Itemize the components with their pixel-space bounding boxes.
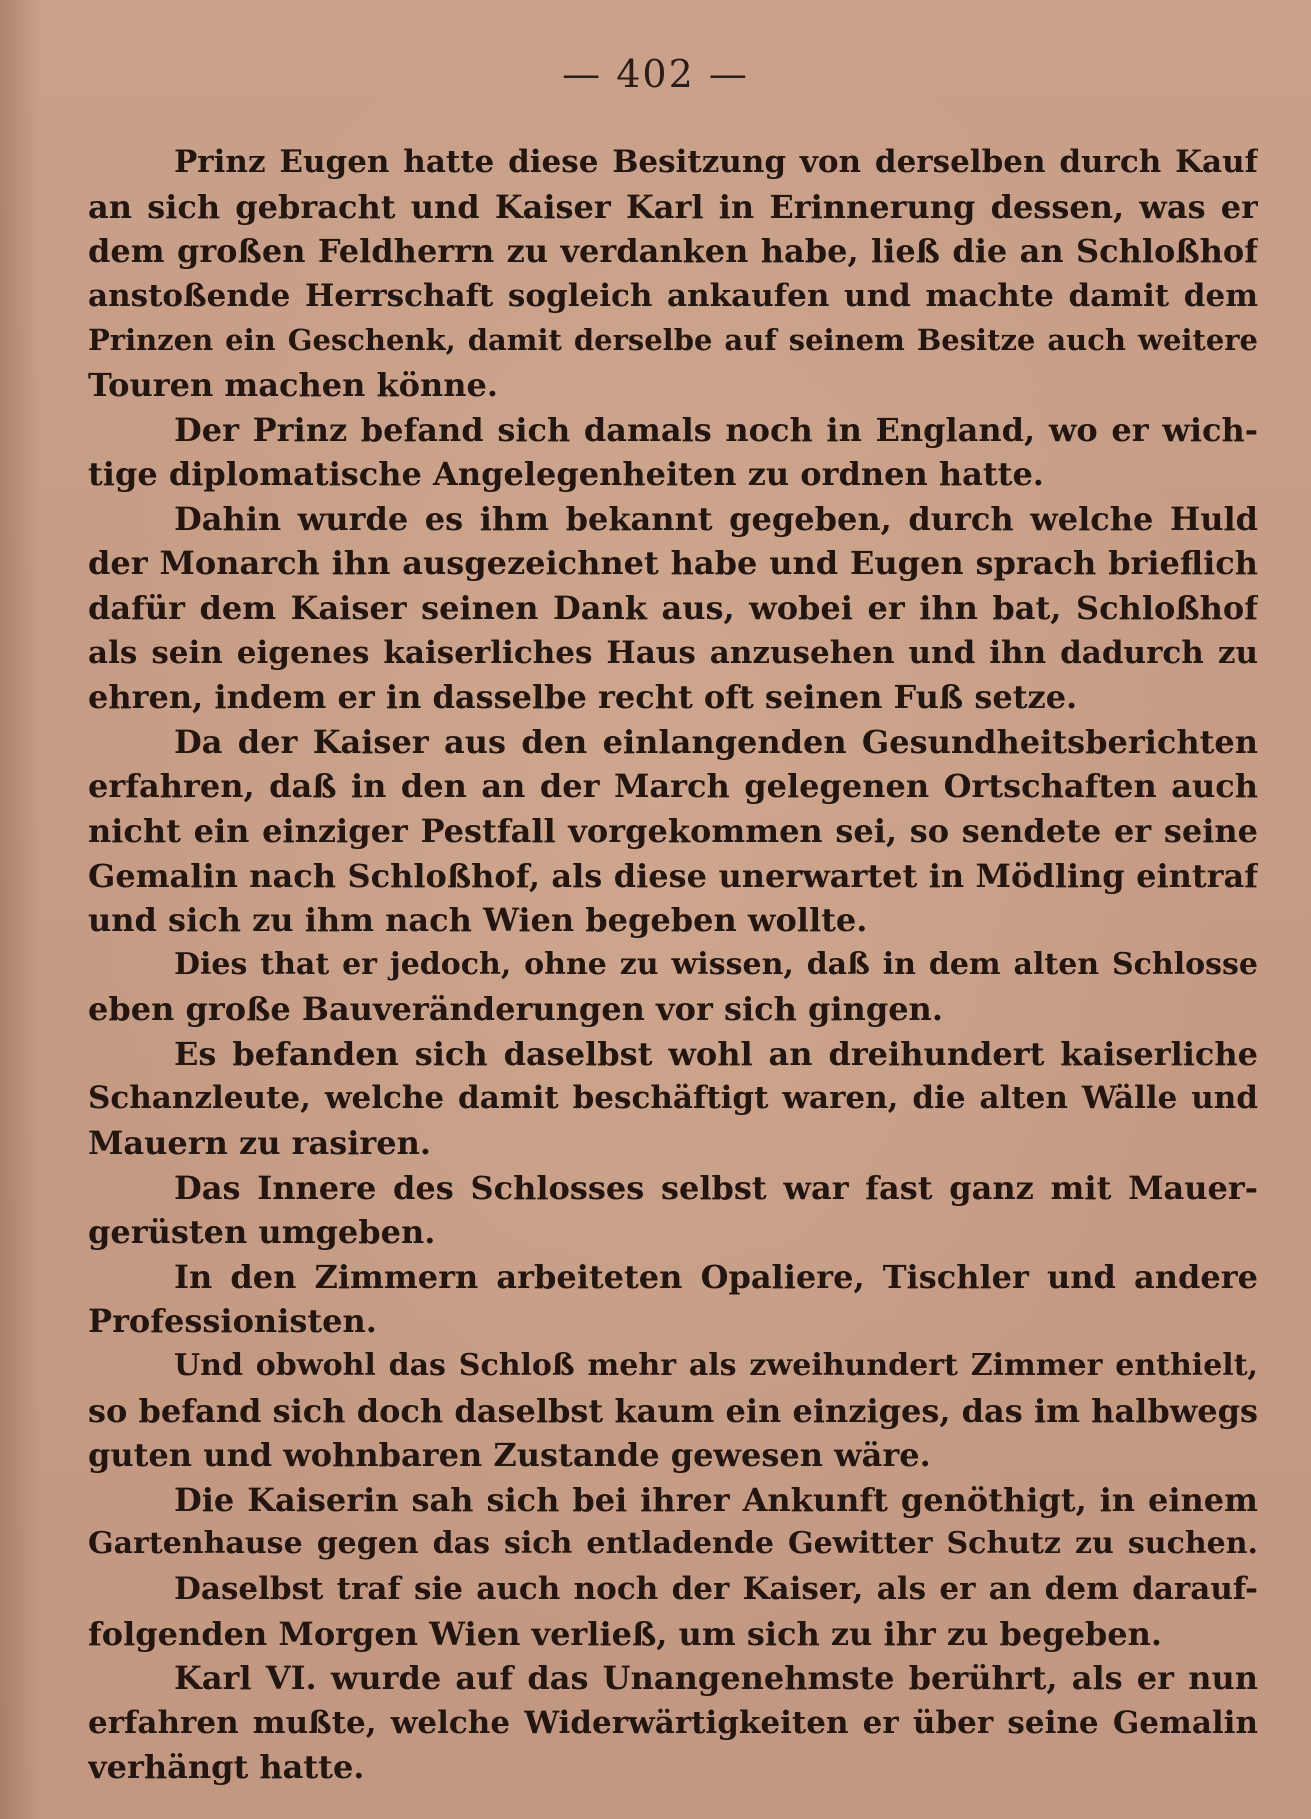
body-text [88,140,1258,1790]
text-line: der Monarch ihn ausgezeichnet habe und Eugen sprach brieflich [88,544,1258,583]
text-line: In den Zimmern arbeiteten Opaliere, Tischler und andere [174,1257,1258,1296]
text-line: Professionisten. [88,1302,377,1341]
text-line: Prinz Eugen hatte diese Besitzung von derselben durch Kauf [174,144,1258,180]
text-line: als sein eigenes kaiserliches Haus anzusehen und ihn dadurch zu [88,634,1258,671]
text-line: dafür dem Kaiser seinen Dank aus, wobei er ihn bat, Schloßhof [88,588,1258,627]
text-line: guten und wohnbaren Zustande gewesen wäre. [88,1436,931,1475]
text-line: ehren, indem er in dasselbe recht oft seinen Fuß setze. [88,678,1078,717]
text-line: Die Kaiserin sah sich bei ihrer Ankunft genöthigt, in einem [174,1480,1258,1519]
text-line: tige diplomatische Angelegenheiten zu ordnen hatte. [88,455,1044,494]
text-line: und sich zu ihm nach Wien begeben wollte. [88,901,868,940]
text-line: erfahren, daß in den an der March gelegenen Ortschaften auch [88,767,1258,806]
spine-shadow [0,0,40,1819]
text-line: eben große Bauveränderungen vor sich gingen. [88,990,943,1029]
text-line: Prinzen ein Geschenk, damit derselbe auf seinem Besitze auch weitere [88,323,1258,358]
text-line: Touren machen könne. [88,365,499,404]
text-line: dem großen Feldherrn zu verdanken habe, ließ die an Schloßhof [88,232,1258,271]
text-line: Der Prinz befand sich damals noch in England, wo er wich- [174,410,1258,449]
page-number: — 402 — [562,52,749,96]
text-line: Gartenhause gegen das sich entladende Gewitter Schutz zu suchen. [88,1526,1258,1562]
text-line: Gemalin nach Schloßhof, als diese unerwartet in Mödling eintraf [88,856,1258,895]
text-line: nicht ein einziger Pestfall vorgekommen sei, so sendete er seine [88,811,1258,850]
text-line: Es befanden sich daselbst wohl an dreihundert kaiserliche [174,1034,1258,1073]
text-line: Schanzleute, welche damit beschäftigt waren, die alten Wälle und [88,1080,1258,1117]
text-line: so befand sich doch daselbst kaum ein einziges, das im halbwegs [88,1391,1258,1430]
text-line: Daselbst traf sie auch noch der Kaiser, als er an dem darauf- [174,1571,1258,1607]
text-line: folgenden Morgen Wien verließ, um sich zu ihr zu begeben. [88,1614,1163,1653]
text-line: Dahin wurde es ihm bekannt gegeben, durch welche Huld [174,499,1258,538]
text-line: Und obwohl das Schloß mehr als zweihundert Zimmer enthielt, [174,1348,1258,1384]
text-line: gerüsten umgeben. [88,1213,436,1252]
text-line: erfahren mußte, welche Widerwärtigkeiten er über seine Gemalin [88,1704,1258,1741]
text-line: Da der Kaiser aus den einlangenden Gesundheitsberichten [174,722,1258,761]
text-line: anstoßende Herrschaft sogleich ankaufen und machte damit dem [88,277,1258,314]
text-line: verhängt hatte. [88,1748,365,1787]
text-line: an sich gebracht und Kaiser Karl in Erinnerung dessen, was er [88,187,1258,226]
text-line: Dies that er jedoch, ohne zu wissen, daß in dem alten Schlosse [174,946,1258,982]
text-line: Das Innere des Schlosses selbst war fast ganz mit Mauer- [174,1168,1258,1207]
text-line: Karl VI. wurde auf das Unangenehmste berührt, als er nun [174,1659,1258,1698]
text-line: Mauern zu rasiren. [88,1124,432,1163]
